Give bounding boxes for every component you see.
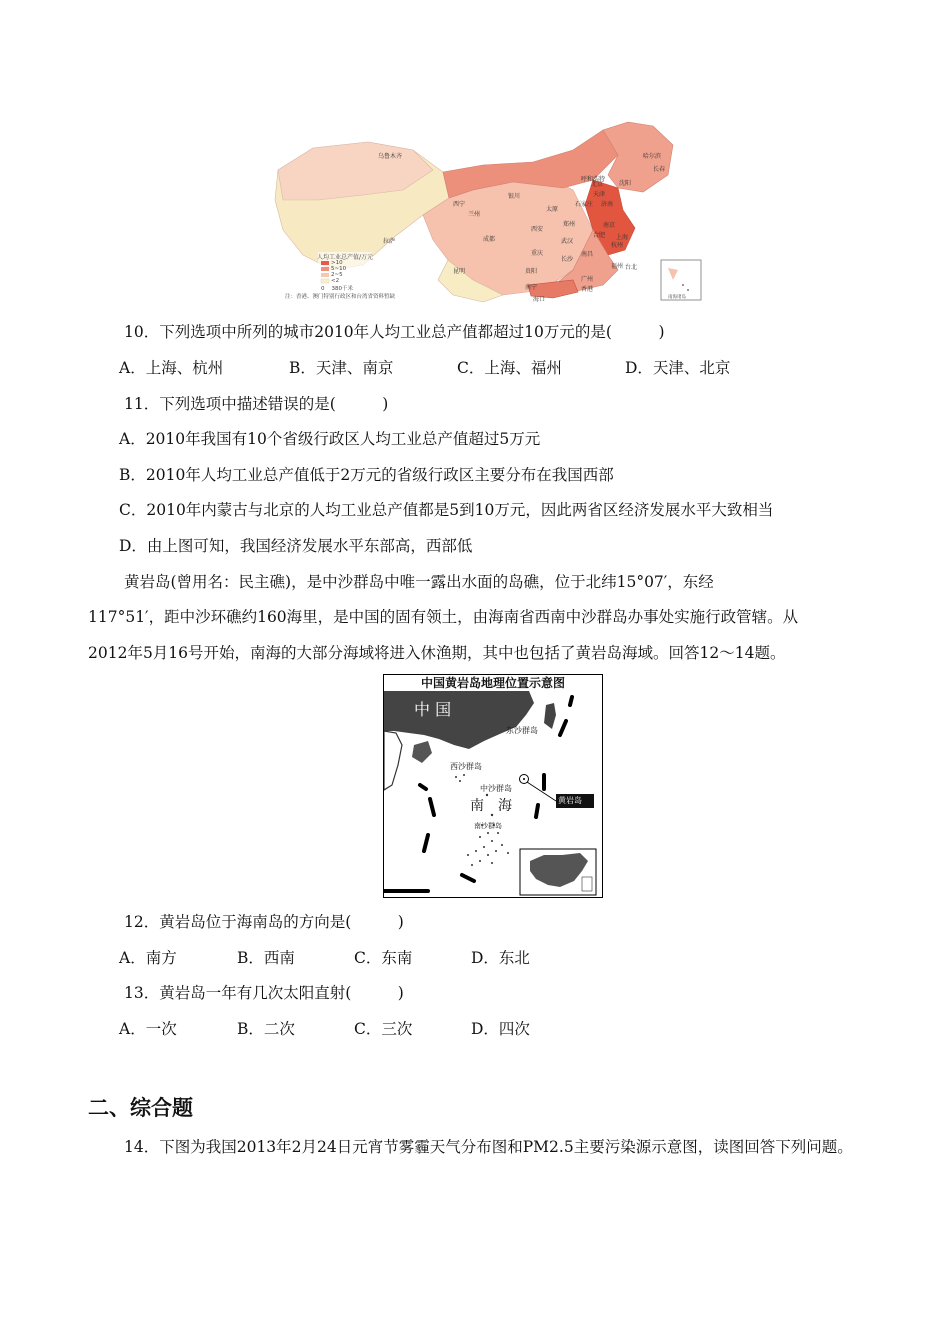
city-label: 南京 bbox=[603, 222, 616, 229]
q12-option-a[interactable]: A．南方 bbox=[119, 949, 177, 967]
city-label: 上海 bbox=[616, 234, 629, 241]
q14-stem: 14．下图为我国2013年2月24日元宵节雾霾天气分布图和PM2.5主要污染源示意图，读图回答下列问题。 bbox=[124, 1138, 853, 1156]
section-heading: 二、综合题 bbox=[88, 1096, 193, 1120]
legend-label-4: <2 bbox=[331, 278, 340, 284]
china-industrial-output-map bbox=[273, 120, 705, 302]
map2-label-dongsha: 东沙群岛 bbox=[506, 726, 538, 735]
q10-option-d[interactable]: D．天津、北京 bbox=[625, 359, 731, 377]
passage-line-3: 2012年5月16号开始，南海的大部分海域将进入休渔期，其中也包括了黄岩岛海域。回答12～14题。 bbox=[88, 644, 786, 662]
map2-label-nanhai: 南 海 bbox=[470, 798, 512, 814]
legend-label-1: >10 bbox=[331, 260, 343, 266]
city-label: 石家庄 bbox=[575, 201, 594, 208]
q12-options bbox=[119, 948, 530, 968]
q13-option-d[interactable]: D．四次 bbox=[471, 1020, 530, 1038]
q12-option-c[interactable]: C．东南 bbox=[354, 949, 413, 967]
city-label: 西宁 bbox=[453, 201, 466, 208]
q10-option-b[interactable]: B．天津、南京 bbox=[289, 359, 394, 377]
city-label: 武汉 bbox=[561, 238, 574, 245]
map1-note: 注：香港、澳门特别行政区和台湾省资料暂缺 bbox=[285, 294, 396, 300]
q11-stem: 11．下列选项中描述错误的是( ) bbox=[124, 395, 389, 413]
city-label: 长春 bbox=[653, 166, 666, 173]
q10-options bbox=[119, 358, 730, 378]
map2-label-china: 中 国 bbox=[414, 700, 452, 719]
q13-option-b[interactable]: B．二次 bbox=[237, 1020, 295, 1038]
q11-option-c[interactable]: C．2010年内蒙古与北京的人均工业总产值都是5到10万元，因此两省区经济发展水平大致相当 bbox=[119, 501, 774, 519]
city-label: 北京 bbox=[591, 181, 604, 188]
city-label: 郑州 bbox=[563, 221, 576, 228]
q13-option-a[interactable]: A．一次 bbox=[119, 1020, 177, 1038]
map2-label-huangyan: 黄岩岛 bbox=[558, 796, 582, 805]
map1-legend-title: 人均工业总产值/万元 bbox=[317, 254, 374, 261]
city-label: 重庆 bbox=[531, 250, 544, 257]
map2-label-xisha: 西沙群岛 bbox=[450, 762, 482, 771]
q13-options bbox=[119, 1019, 530, 1039]
city-label: 昆明 bbox=[453, 268, 466, 275]
city-label: 拉萨 bbox=[383, 238, 396, 245]
q11-option-a[interactable]: A．2010年我国有10个省级行政区人均工业总产值超过5万元 bbox=[119, 430, 541, 448]
passage-line-2: 117°51′，距中沙环礁约160海里，是中国的固有领土，由海南省西南中沙群岛办事处实施行政管辖。从 bbox=[88, 608, 799, 626]
map2-title: 中国黄岩岛地理位置示意图 bbox=[420, 676, 565, 690]
map2-label-nansha: 南沙群岛 bbox=[474, 822, 502, 830]
city-label: 成都 bbox=[483, 236, 496, 243]
city-label: 南昌 bbox=[581, 251, 594, 258]
city-label: 杭州 bbox=[611, 242, 624, 249]
city-label: 银川 bbox=[508, 193, 521, 200]
city-label: 海口 bbox=[533, 296, 546, 303]
q10-stem: 10．下列选项中所列的城市2010年人均工业总产值都超过10万元的是( ) bbox=[124, 323, 665, 341]
huangyan-island-map bbox=[383, 674, 603, 898]
q12-option-b[interactable]: B．西南 bbox=[237, 949, 295, 967]
city-label: 太原 bbox=[546, 206, 559, 213]
city-label: 台北 bbox=[625, 264, 638, 271]
passage-line-1: 黄岩岛(曾用名：民主礁)，是中沙群岛中唯一露出水面的岛礁，位于北纬15°07′，东经 bbox=[124, 573, 714, 591]
city-label: 哈尔滨 bbox=[643, 153, 662, 160]
q13-option-c[interactable]: C．三次 bbox=[354, 1020, 413, 1038]
q13-stem: 13．黄岩岛一年有几次太阳直射( ) bbox=[124, 984, 404, 1002]
city-label: 香港 bbox=[581, 286, 594, 293]
city-label: 乌鲁木齐 bbox=[378, 153, 403, 160]
city-label: 广州 bbox=[581, 276, 594, 283]
city-label: 贵阳 bbox=[525, 268, 538, 275]
city-label: 天津 bbox=[593, 191, 606, 198]
q11-option-b[interactable]: B．2010年人均工业总产值低于2万元的省级行政区主要分布在我国西部 bbox=[119, 466, 614, 484]
q10-option-c[interactable]: C．上海、福州 bbox=[457, 359, 562, 377]
q10-option-a[interactable]: A．上海、杭州 bbox=[119, 359, 224, 377]
map2-label-zhongsha: 中沙群岛 bbox=[480, 784, 512, 793]
q12-stem: 12．黄岩岛位于海南岛的方向是( ) bbox=[124, 913, 404, 931]
q11-option-d[interactable]: D．由上图可知，我国经济发展水平东部高，西部低 bbox=[119, 537, 473, 555]
city-label: 济南 bbox=[601, 201, 614, 208]
city-label: 呼和浩特 bbox=[581, 176, 606, 183]
city-label: 南宁 bbox=[525, 284, 538, 291]
city-label: 西安 bbox=[531, 226, 544, 233]
city-label: 兰州 bbox=[468, 211, 481, 218]
legend-label-2: 5~10 bbox=[331, 266, 347, 272]
city-label: 沈阳 bbox=[619, 180, 632, 187]
map1-scale: 0 380千米 bbox=[321, 286, 353, 292]
city-label: 福州 bbox=[611, 263, 624, 270]
legend-label-3: 2~5 bbox=[331, 272, 343, 278]
q12-option-d[interactable]: D．东北 bbox=[471, 949, 530, 967]
city-label: 合肥 bbox=[593, 232, 606, 239]
city-label: 长沙 bbox=[561, 256, 574, 263]
map1-inset-label: 南海诸岛 bbox=[668, 295, 686, 300]
